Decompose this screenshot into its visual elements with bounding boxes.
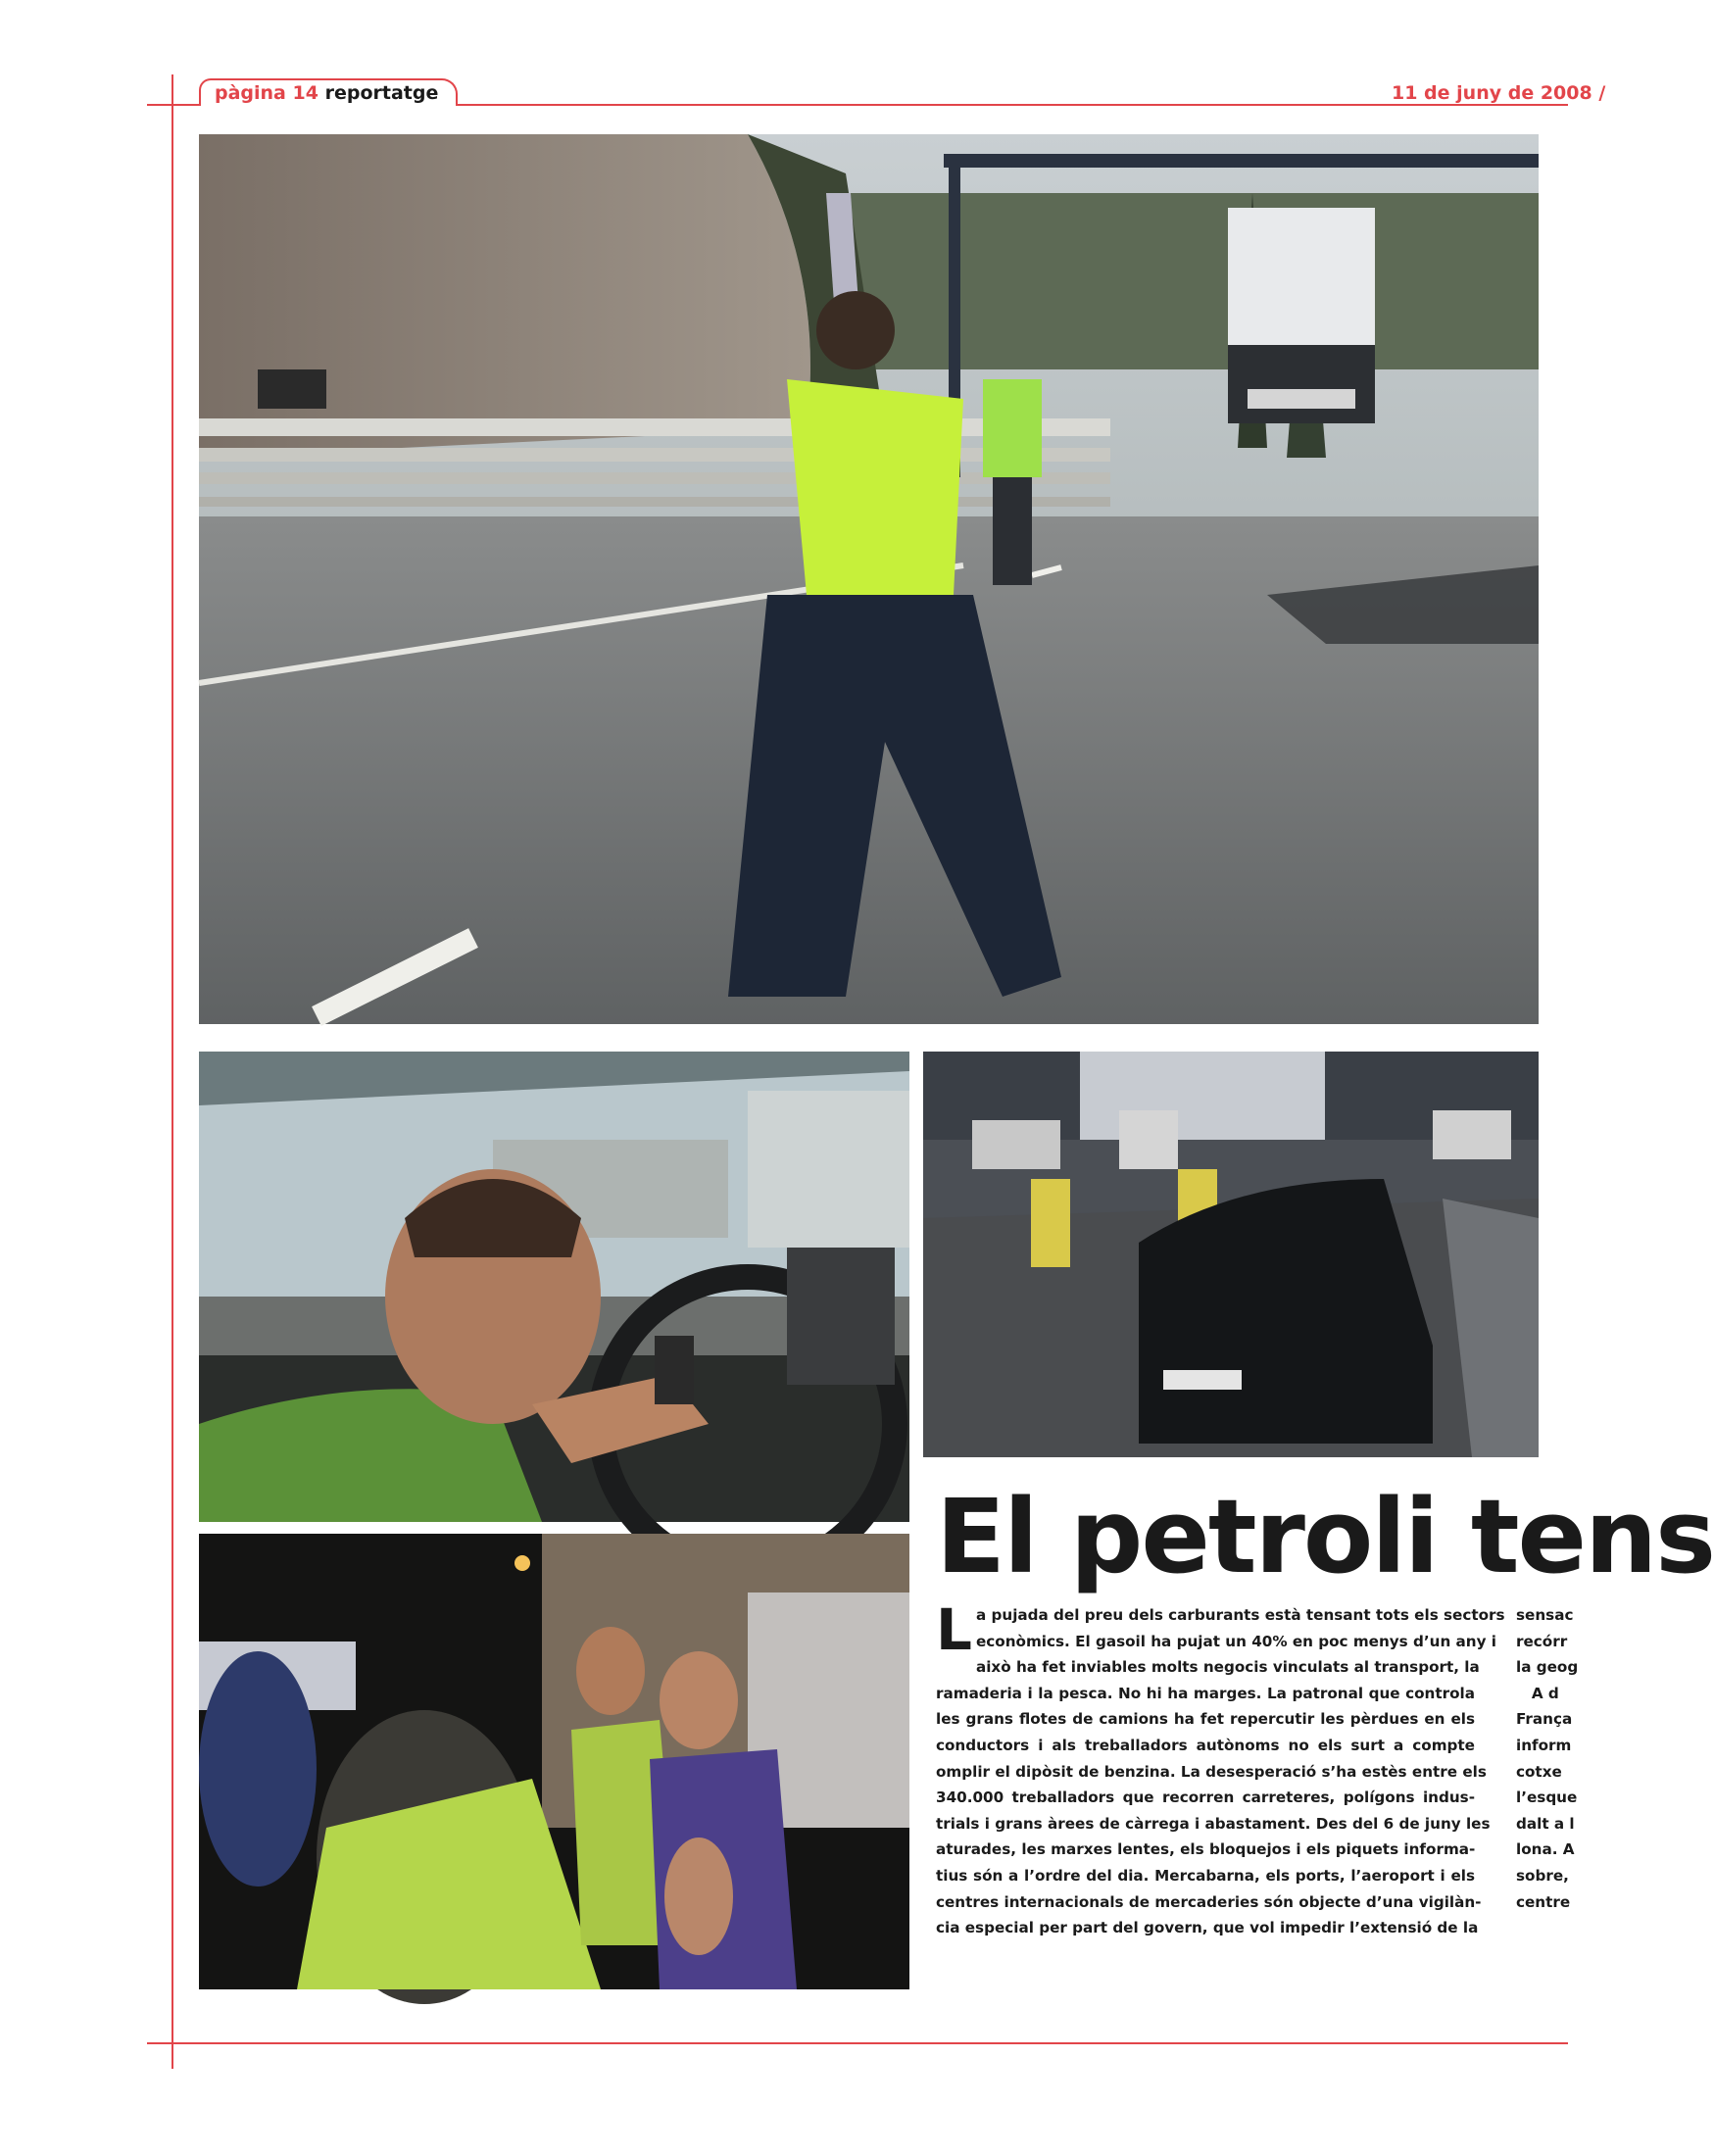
drop-cap: L bbox=[936, 1596, 972, 1663]
side-line: sensac bbox=[1516, 1606, 1574, 1624]
side-line: lona. A bbox=[1516, 1840, 1575, 1859]
side-line: l’esque bbox=[1516, 1788, 1578, 1807]
side-line: dalt a l bbox=[1516, 1814, 1575, 1833]
body-line: a pujada del preu dels carburants està tensant tots els sectors bbox=[975, 1606, 1505, 1624]
body-line: conductors i als treballadors autònoms no els surt a compte bbox=[936, 1736, 1475, 1754]
side-line: la geog bbox=[1516, 1658, 1579, 1677]
photo-picket bbox=[199, 1534, 909, 1989]
page-number: 14 bbox=[292, 82, 318, 104]
article-headline: El petroli tens bbox=[936, 1477, 1714, 1596]
body-line: això ha fet inviables molts negocis vinculats al transport, la bbox=[975, 1658, 1480, 1677]
side-line: inform bbox=[1516, 1736, 1572, 1754]
issue-date: 11 de juny de 2008 / bbox=[1392, 82, 1606, 104]
side-line: centre bbox=[1516, 1892, 1571, 1911]
body-line: aturades, les marxes lentes, els bloquejos i els piquets informa- bbox=[936, 1840, 1476, 1859]
side-line: cotxe bbox=[1516, 1762, 1562, 1781]
page-tab bbox=[199, 78, 458, 106]
body-line: omplir el dipòsit de benzina. La desesperació s’ha estès entre els bbox=[936, 1762, 1487, 1781]
article-body-main bbox=[936, 1596, 1505, 1941]
picket-photo-image bbox=[199, 1534, 909, 1989]
page-label: pàgina bbox=[215, 82, 286, 104]
bottom-rule bbox=[147, 2042, 1568, 2044]
night-cars-photo-image bbox=[923, 1052, 1539, 1457]
body-line: econòmics. El gasoil ha pujat un 40% en poc menys d’un any i bbox=[975, 1632, 1496, 1650]
photo-night-cars bbox=[923, 1052, 1539, 1457]
side-line: sobre, bbox=[1516, 1866, 1569, 1885]
side-line: França bbox=[1516, 1710, 1573, 1729]
body-line: 340.000 treballadors que recorren carreteres, polígons indus- bbox=[936, 1788, 1475, 1807]
side-line: recórr bbox=[1516, 1632, 1568, 1650]
driver-photo-image bbox=[199, 1052, 909, 1522]
body-line: ramaderia i la pesca. No hi ha marges. La patronal que controla bbox=[936, 1684, 1475, 1702]
left-margin-rule bbox=[171, 74, 173, 2069]
body-line: trials i grans àrees de càrrega i abastament. Des del 6 de juny les bbox=[936, 1814, 1491, 1833]
body-line: les grans flotes de camions ha fet repercutir les pèrdues en els bbox=[936, 1710, 1475, 1729]
photo-driver bbox=[199, 1052, 909, 1522]
section-name: reportatge bbox=[324, 82, 439, 104]
article-body-side bbox=[1516, 1602, 1579, 1915]
body-line: tius són a l’ordre del dia. Mercabarna, els ports, l’aeroport i els bbox=[936, 1866, 1475, 1885]
side-line: A d bbox=[1516, 1684, 1559, 1702]
body-line: cia especial per part del govern, que vol impedir l’extensió de la bbox=[936, 1919, 1479, 1937]
body-line: centres internacionals de mercaderies són objecte d’una vigilàn- bbox=[936, 1892, 1482, 1911]
highway-photo-image bbox=[199, 134, 1539, 1024]
photo-main bbox=[199, 134, 1539, 1024]
